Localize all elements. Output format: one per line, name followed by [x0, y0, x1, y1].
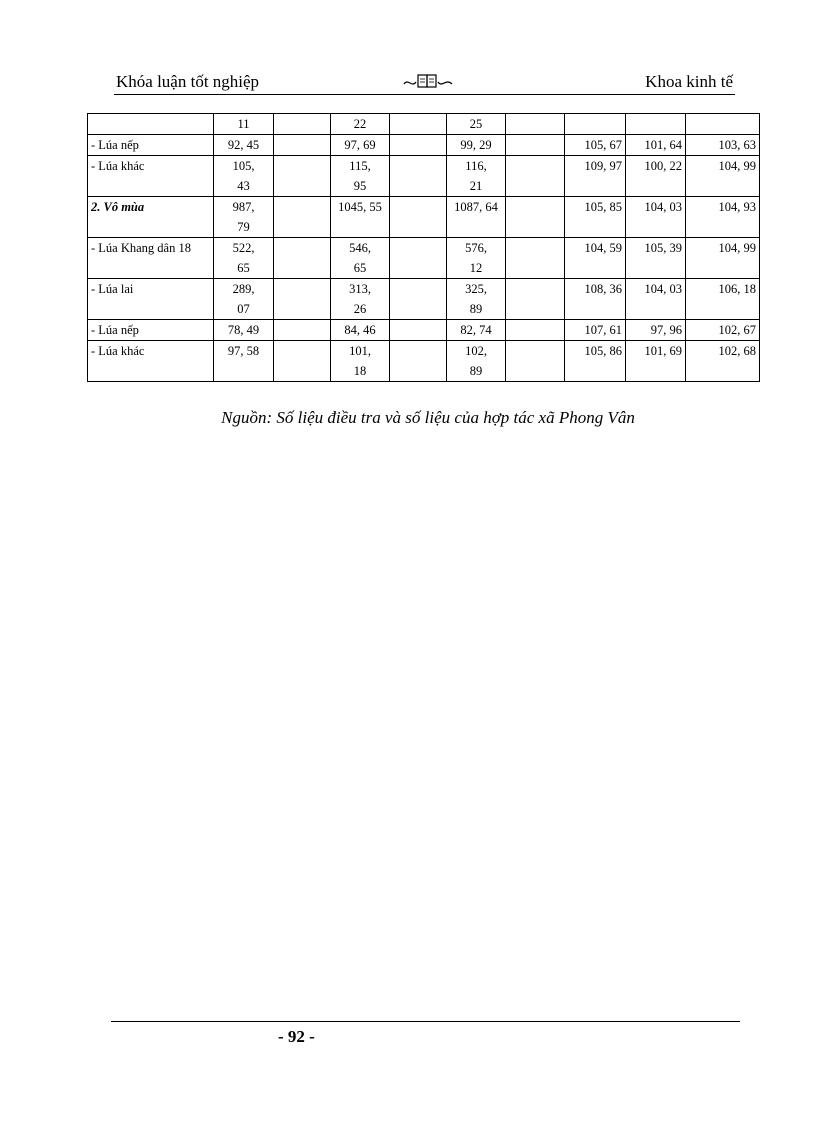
table-cell: 104, 03: [626, 279, 686, 320]
row-label: - Lúa khác: [88, 341, 214, 382]
table-cell: 102, 89: [447, 341, 506, 382]
table-row: [88, 279, 760, 320]
table-cell: 1045, 55: [331, 197, 390, 238]
page-header: [114, 70, 735, 95]
row-label: - Lúa Khang dân 18: [88, 238, 214, 279]
table-cell: [390, 197, 447, 238]
table-cell: [506, 156, 565, 197]
table-cell: 82, 74: [447, 320, 506, 341]
table-cell: [506, 197, 565, 238]
table-cell: 99, 29: [447, 135, 506, 156]
table-cell: 987, 79: [214, 197, 274, 238]
table-cell: 104, 99: [686, 238, 760, 279]
table-cell: 100, 22: [626, 156, 686, 197]
source-note: Nguồn: Số liệu điều tra và số liệu của hợp tác xã Phong Vân: [221, 408, 635, 427]
table-cell: [274, 156, 331, 197]
table-row: [88, 156, 760, 197]
table-cell: 109, 97: [565, 156, 626, 197]
table-cell: 97, 96: [626, 320, 686, 341]
row-label: - Lúa nếp: [88, 135, 214, 156]
table-cell: [390, 320, 447, 341]
table-cell: 102, 67: [686, 320, 760, 341]
table-cell: [506, 341, 565, 382]
table-cell: 104, 99: [686, 156, 760, 197]
table-cell: 325, 89: [447, 279, 506, 320]
table-cell: 105, 86: [565, 341, 626, 382]
table-cell: 576, 12: [447, 238, 506, 279]
table-row: [88, 238, 760, 279]
table-cell: 22: [331, 114, 390, 135]
table-cell: 101, 64: [626, 135, 686, 156]
table-cell: 1087, 64: [447, 197, 506, 238]
table-cell: 92, 45: [214, 135, 274, 156]
table-cell: 104, 59: [565, 238, 626, 279]
table-cell: 104, 03: [626, 197, 686, 238]
table-cell: 97, 69: [331, 135, 390, 156]
footer-divider: [111, 1021, 740, 1022]
table-row: [88, 114, 760, 135]
table-row: [88, 135, 760, 156]
table-cell: 105, 39: [626, 238, 686, 279]
table-cell: 289, 07: [214, 279, 274, 320]
table-cell: [565, 114, 626, 135]
table-row: [88, 320, 760, 341]
page-number: - 92 -: [278, 1027, 315, 1046]
table-cell: [626, 114, 686, 135]
table-cell: 11: [214, 114, 274, 135]
table-cell: 78, 49: [214, 320, 274, 341]
table-cell: 106, 18: [686, 279, 760, 320]
table-cell: [274, 279, 331, 320]
table-cell: 102, 68: [686, 341, 760, 382]
table-cell: [390, 238, 447, 279]
table-cell: 101, 18: [331, 341, 390, 382]
table-cell: [390, 114, 447, 135]
table-cell: 115, 95: [331, 156, 390, 197]
row-label: - Lúa lai: [88, 279, 214, 320]
header-faculty-name: Khoa kinh tế: [645, 72, 733, 91]
row-label: - Lúa khác: [88, 156, 214, 197]
table-row: [88, 197, 760, 238]
table-cell: 546, 65: [331, 238, 390, 279]
table-cell: 101, 69: [626, 341, 686, 382]
header-thesis-title: Khóa luận tốt nghiệp: [116, 72, 260, 91]
table-cell: 104, 93: [686, 197, 760, 238]
table-cell: [506, 135, 565, 156]
table-cell: 522, 65: [214, 238, 274, 279]
table-cell: 107, 61: [565, 320, 626, 341]
table-cell: [686, 114, 760, 135]
rice-production-table: [87, 113, 760, 382]
table-cell: 97, 58: [214, 341, 274, 382]
table-cell: 25: [447, 114, 506, 135]
table-body: [88, 114, 760, 382]
table-cell: [274, 135, 331, 156]
table-cell: 103, 63: [686, 135, 760, 156]
table-cell: 105, 67: [565, 135, 626, 156]
row-label: [88, 114, 214, 135]
table-cell: [274, 238, 331, 279]
table-cell: [506, 320, 565, 341]
row-label: 2. Vô mùa: [88, 197, 214, 238]
table-cell: [274, 197, 331, 238]
table-cell: [506, 279, 565, 320]
book-ornament-icon: [402, 70, 454, 92]
table-cell: [390, 341, 447, 382]
table-row: [88, 341, 760, 382]
table-cell: [274, 320, 331, 341]
table-cell: [390, 279, 447, 320]
table-cell: [506, 114, 565, 135]
table-cell: 313, 26: [331, 279, 390, 320]
table-cell: 108, 36: [565, 279, 626, 320]
table-cell: 116, 21: [447, 156, 506, 197]
row-label: - Lúa nếp: [88, 320, 214, 341]
table-cell: 105, 43: [214, 156, 274, 197]
table-cell: 105, 85: [565, 197, 626, 238]
table-cell: [506, 238, 565, 279]
table-cell: [274, 114, 331, 135]
table-cell: [390, 156, 447, 197]
table-cell: [390, 135, 447, 156]
table-cell: 84, 46: [331, 320, 390, 341]
table-cell: [274, 341, 331, 382]
